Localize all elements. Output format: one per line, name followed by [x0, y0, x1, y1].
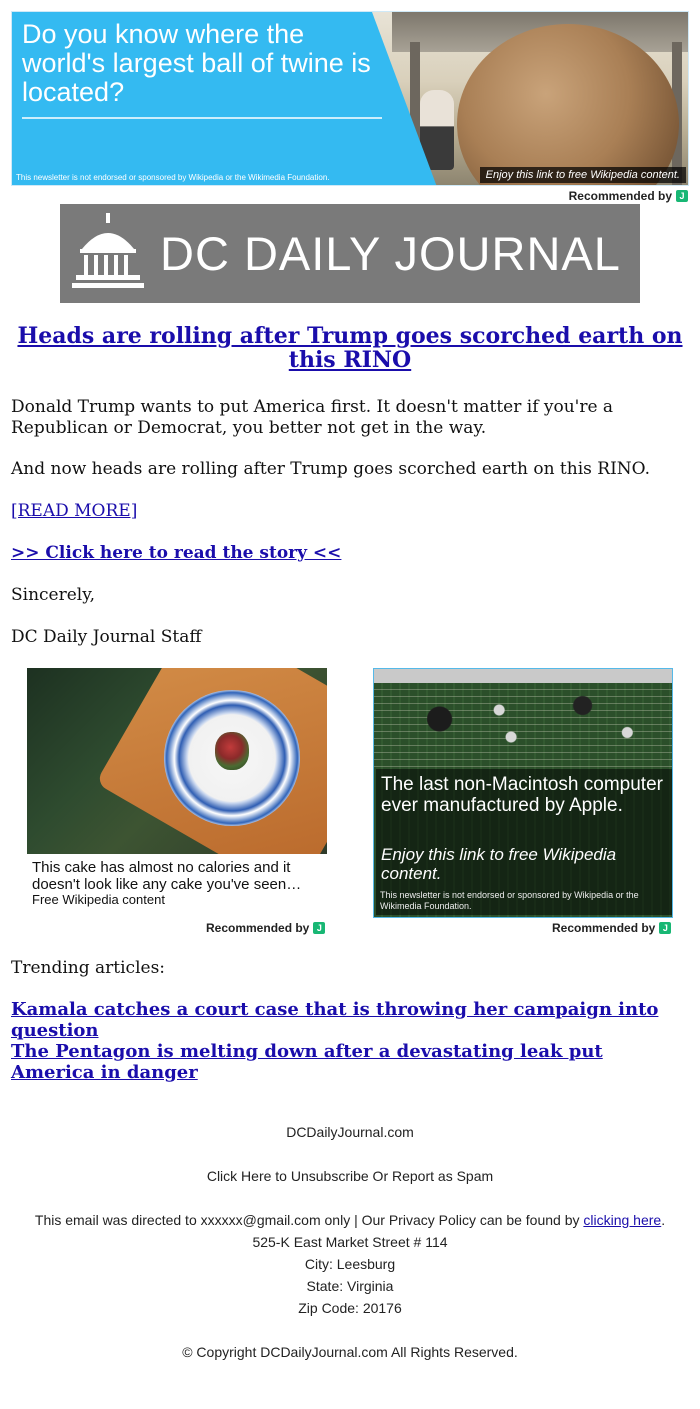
ad-headline: Do you know where the world's largest ball of twine is located?	[22, 19, 371, 107]
cake-image	[215, 732, 249, 770]
article-title-link[interactable]: Heads are rolling after Trump goes scorched earth on this RINO	[17, 323, 683, 373]
capitol-dome-icon	[68, 211, 148, 297]
footer-city: City: Leesburg	[304, 1256, 396, 1272]
unsubscribe-link[interactable]: Click Here to Unsubscribe Or Report as Spam	[206, 1168, 494, 1184]
apple-ad-enjoy: Enjoy this link to free Wikipedia content.	[381, 845, 617, 883]
ad-enjoy-caption: Enjoy this link to free Wikipedia content.	[480, 167, 686, 183]
recommended-logo-icon: J	[313, 922, 325, 934]
cake-ad-image[interactable]	[27, 668, 327, 854]
trending-link-1[interactable]: Kamala catches a court case that is throwing her campaign into question	[11, 999, 659, 1041]
ad-disclaimer: This newsletter is not endorsed or sponsored by Wikipedia or the Wikimedia Foundation.	[16, 173, 330, 182]
recommended-logo-icon: J	[676, 190, 688, 202]
circuit-board-image	[374, 683, 672, 773]
footer-site: DCDailyJournal.com	[286, 1124, 414, 1140]
cake-ad-source: Free Wikipedia content	[32, 892, 165, 907]
read-more-link[interactable]: [READ MORE]	[11, 501, 138, 521]
article-paragraph-1: Donald Trump wants to put America first. It doesn't matter if you're a Republican or Democrat, you better not get in the way.	[11, 397, 614, 438]
cake-ad-text[interactable]: This cake has almost no calories and it doesn't look like any cake you've seen…	[32, 859, 302, 893]
signature: DC Daily Journal Staff	[11, 627, 202, 647]
top-ad-banner[interactable]	[11, 11, 689, 186]
recommended-logo-icon: J	[659, 922, 671, 934]
apple-ad-disclaimer: This newsletter is not endorsed or sponsored by Wikipedia or the Wikimedia Foundation.	[380, 890, 639, 911]
recommended-by-card1[interactable]: Recommended by J	[206, 921, 325, 935]
read-story-link[interactable]: >> Click here to read the story <<	[11, 543, 342, 563]
sign-off: Sincerely,	[11, 585, 95, 605]
masthead-logo	[60, 204, 640, 303]
trending-link-2[interactable]: The Pentagon is melting down after a devastating leak put America in danger	[11, 1041, 603, 1083]
privacy-policy-link[interactable]: clicking here	[583, 1212, 662, 1228]
masthead-title: DC DAILY JOURNAL	[160, 227, 621, 280]
footer-state: State: Virginia	[306, 1278, 394, 1294]
footer-zip: Zip Code: 20176	[298, 1300, 402, 1316]
article-title[interactable]	[11, 324, 689, 372]
footer-address: 525-K East Market Street # 114	[252, 1234, 448, 1250]
article-paragraph-2: And now heads are rolling after Trump goes scorched earth on this RINO.	[11, 459, 651, 479]
footer-copyright: © Copyright DCDailyJournal.com All Rights Reserved.	[182, 1344, 518, 1360]
recommended-by-top[interactable]: Recommended by J	[569, 189, 688, 203]
footer-directed: This email was directed to xxxxxx@gmail.com only | Our Privacy Policy can be found by clicking here.	[34, 1212, 666, 1228]
trending-label: Trending articles:	[11, 958, 166, 978]
recommended-by-card2[interactable]: Recommended by J	[552, 921, 671, 935]
apple-ad-headline: The last non-Macintosh computer ever manufactured by Apple.	[381, 774, 663, 816]
apple-computer-ad[interactable]	[373, 668, 673, 918]
